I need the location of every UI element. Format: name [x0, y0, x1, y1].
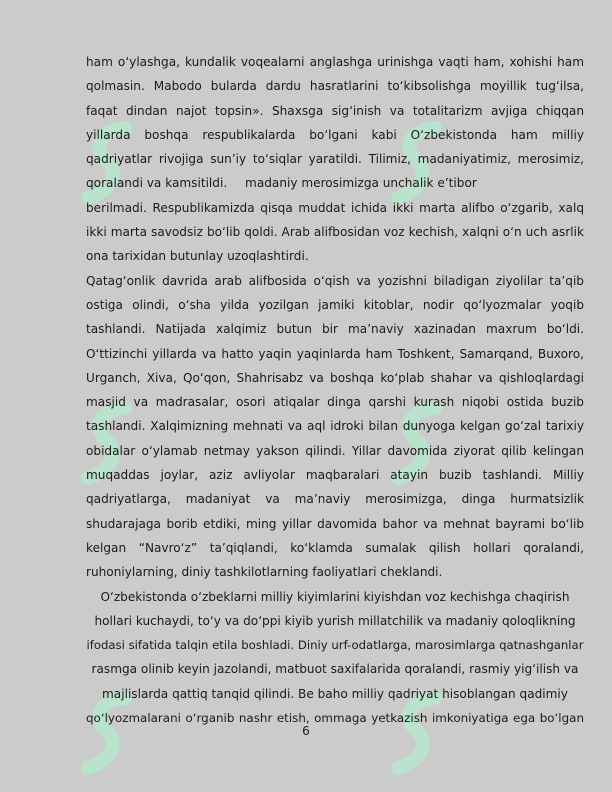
text-fragment: qoralandi va kamsitildi.: [86, 176, 228, 191]
text-line: majlislarda qattiq tanqid qilindi. Be baho milliy qadriyat hisoblangan qadimiy: [102, 686, 568, 701]
text-line: Qatag‘onlik davrida arab alifbosida o‘qish va yozishni biladigan ziyolilar ta’qib: [86, 273, 584, 288]
text-line: hollari kuchaydi, to‘y va do‘ppi kiyib yurish millatchilik va madaniy qoloqlikning: [94, 613, 576, 628]
text-line: qadriyatlarga, madaniyat va ma’naviy merosimizga, dinga hurmatsizlik: [86, 492, 584, 507]
text-line: tashlandi. Natijada xalqimiz butun bir ma’naviy xazinadan maxrum bo‘ldi.: [86, 322, 584, 337]
text-fragment: madaniy merosimizga unchalik e’tibor: [245, 176, 477, 191]
text-line: [86, 171, 584, 195]
text-line: masjid va madrasalar, osori atiqalar dinga qarshi kurash niqobi ostida buzib: [86, 395, 584, 410]
text-line: rasmga olinib keyin jazolandi, matbuot saxifalarida qoralandi, rasmiy yig‘ilish va: [91, 662, 579, 677]
text-line: yillarda boshqa respublikalarda bo‘lgani kabi O‘zbekistonda ham milliy: [86, 127, 584, 142]
page-number: 6: [302, 724, 310, 738]
text-line: berilmadi. Respublikamizda qisqa muddat ichida ikki marta alifbo o‘zgarib, xalq: [86, 200, 584, 215]
text-line: ruhoniylarning, diniy tashkilotlarning faoliyatlari cheklandi.: [86, 565, 443, 580]
text-line: muqaddas joylar, aziz avliyolar maqbaralari atayin buzib tashlandi. Milliy: [86, 468, 584, 483]
text-line: qo‘lyozmalarani o‘rganib nashr etish, ommaga yetkazish imkoniyatiga ega bo‘lgan: [86, 711, 584, 726]
text-line: tashlandi. Xalqimizning mehnati va aql idroki bilan dunyoga kelgan go‘zal tarixiy: [86, 419, 584, 434]
text-line: ifodasi sifatida talqin etila boshladi. Diniy urf-odatlarga, marosimlarga qatnashganlar: [86, 638, 584, 653]
text-line: ostiga olindi, o‘sha yilda yozilgan jamiki kitoblar, nodir qo‘lyozmalar yoqib: [86, 297, 584, 312]
text-line: qolmasin. Mabodo bularda dardu hasratlarini to‘kibsolishga moyillik tug‘ilsa,: [86, 79, 584, 94]
text-line: ona tarixidan butunlay uzoqlashtirdi.: [86, 249, 309, 264]
text-line: obidalar o‘ylamab netmay yakson qilindi. Yillar davomida ziyorat qilib kelingan: [86, 443, 584, 458]
text-line: O‘zbekistonda o‘zbeklarni milliy kiyimlarini kiyishdan voz kechishga chaqirish: [100, 589, 570, 604]
text-line: O‘ttizinchi yillarda va hatto yaqin yaqinlarda ham Toshkent, Samarqand, Buxoro,: [86, 346, 584, 361]
text-line: kelgan “Navro‘z” ta’qiqlandi, ko‘klamda sumalak qilish hollari qoralandi,: [86, 540, 584, 555]
text-line: qadriyatlar rivojiga sun’iy to‘siqlar yaratildi. Tilimiz, madaniyatimiz, merosimiz,: [86, 152, 584, 167]
text-line: shudarajaga borib etdiki, ming yillar davomida bahor va mehnat bayrami bo‘lib: [86, 516, 584, 531]
text-line: ham o‘ylashga, kundalik voqealarni anglashga urinishga vaqti ham, xohishi ham: [86, 55, 584, 69]
text-line: ikki marta savodsiz bo‘lib qoldi. Arab alifbosidan voz kechish, xalqni o‘n uch asrlik: [86, 225, 584, 240]
text-line: faqat dindan najot topsin». Shaxsga sig‘inish va totalitarizm avjiga chiqqan: [86, 103, 584, 118]
page-body: [86, 50, 584, 730]
text-line: Urganch, Xiva, Qo‘qon, Shahrisabz va boshqa ko‘plab shahar va qishloqlardagi: [86, 370, 584, 385]
